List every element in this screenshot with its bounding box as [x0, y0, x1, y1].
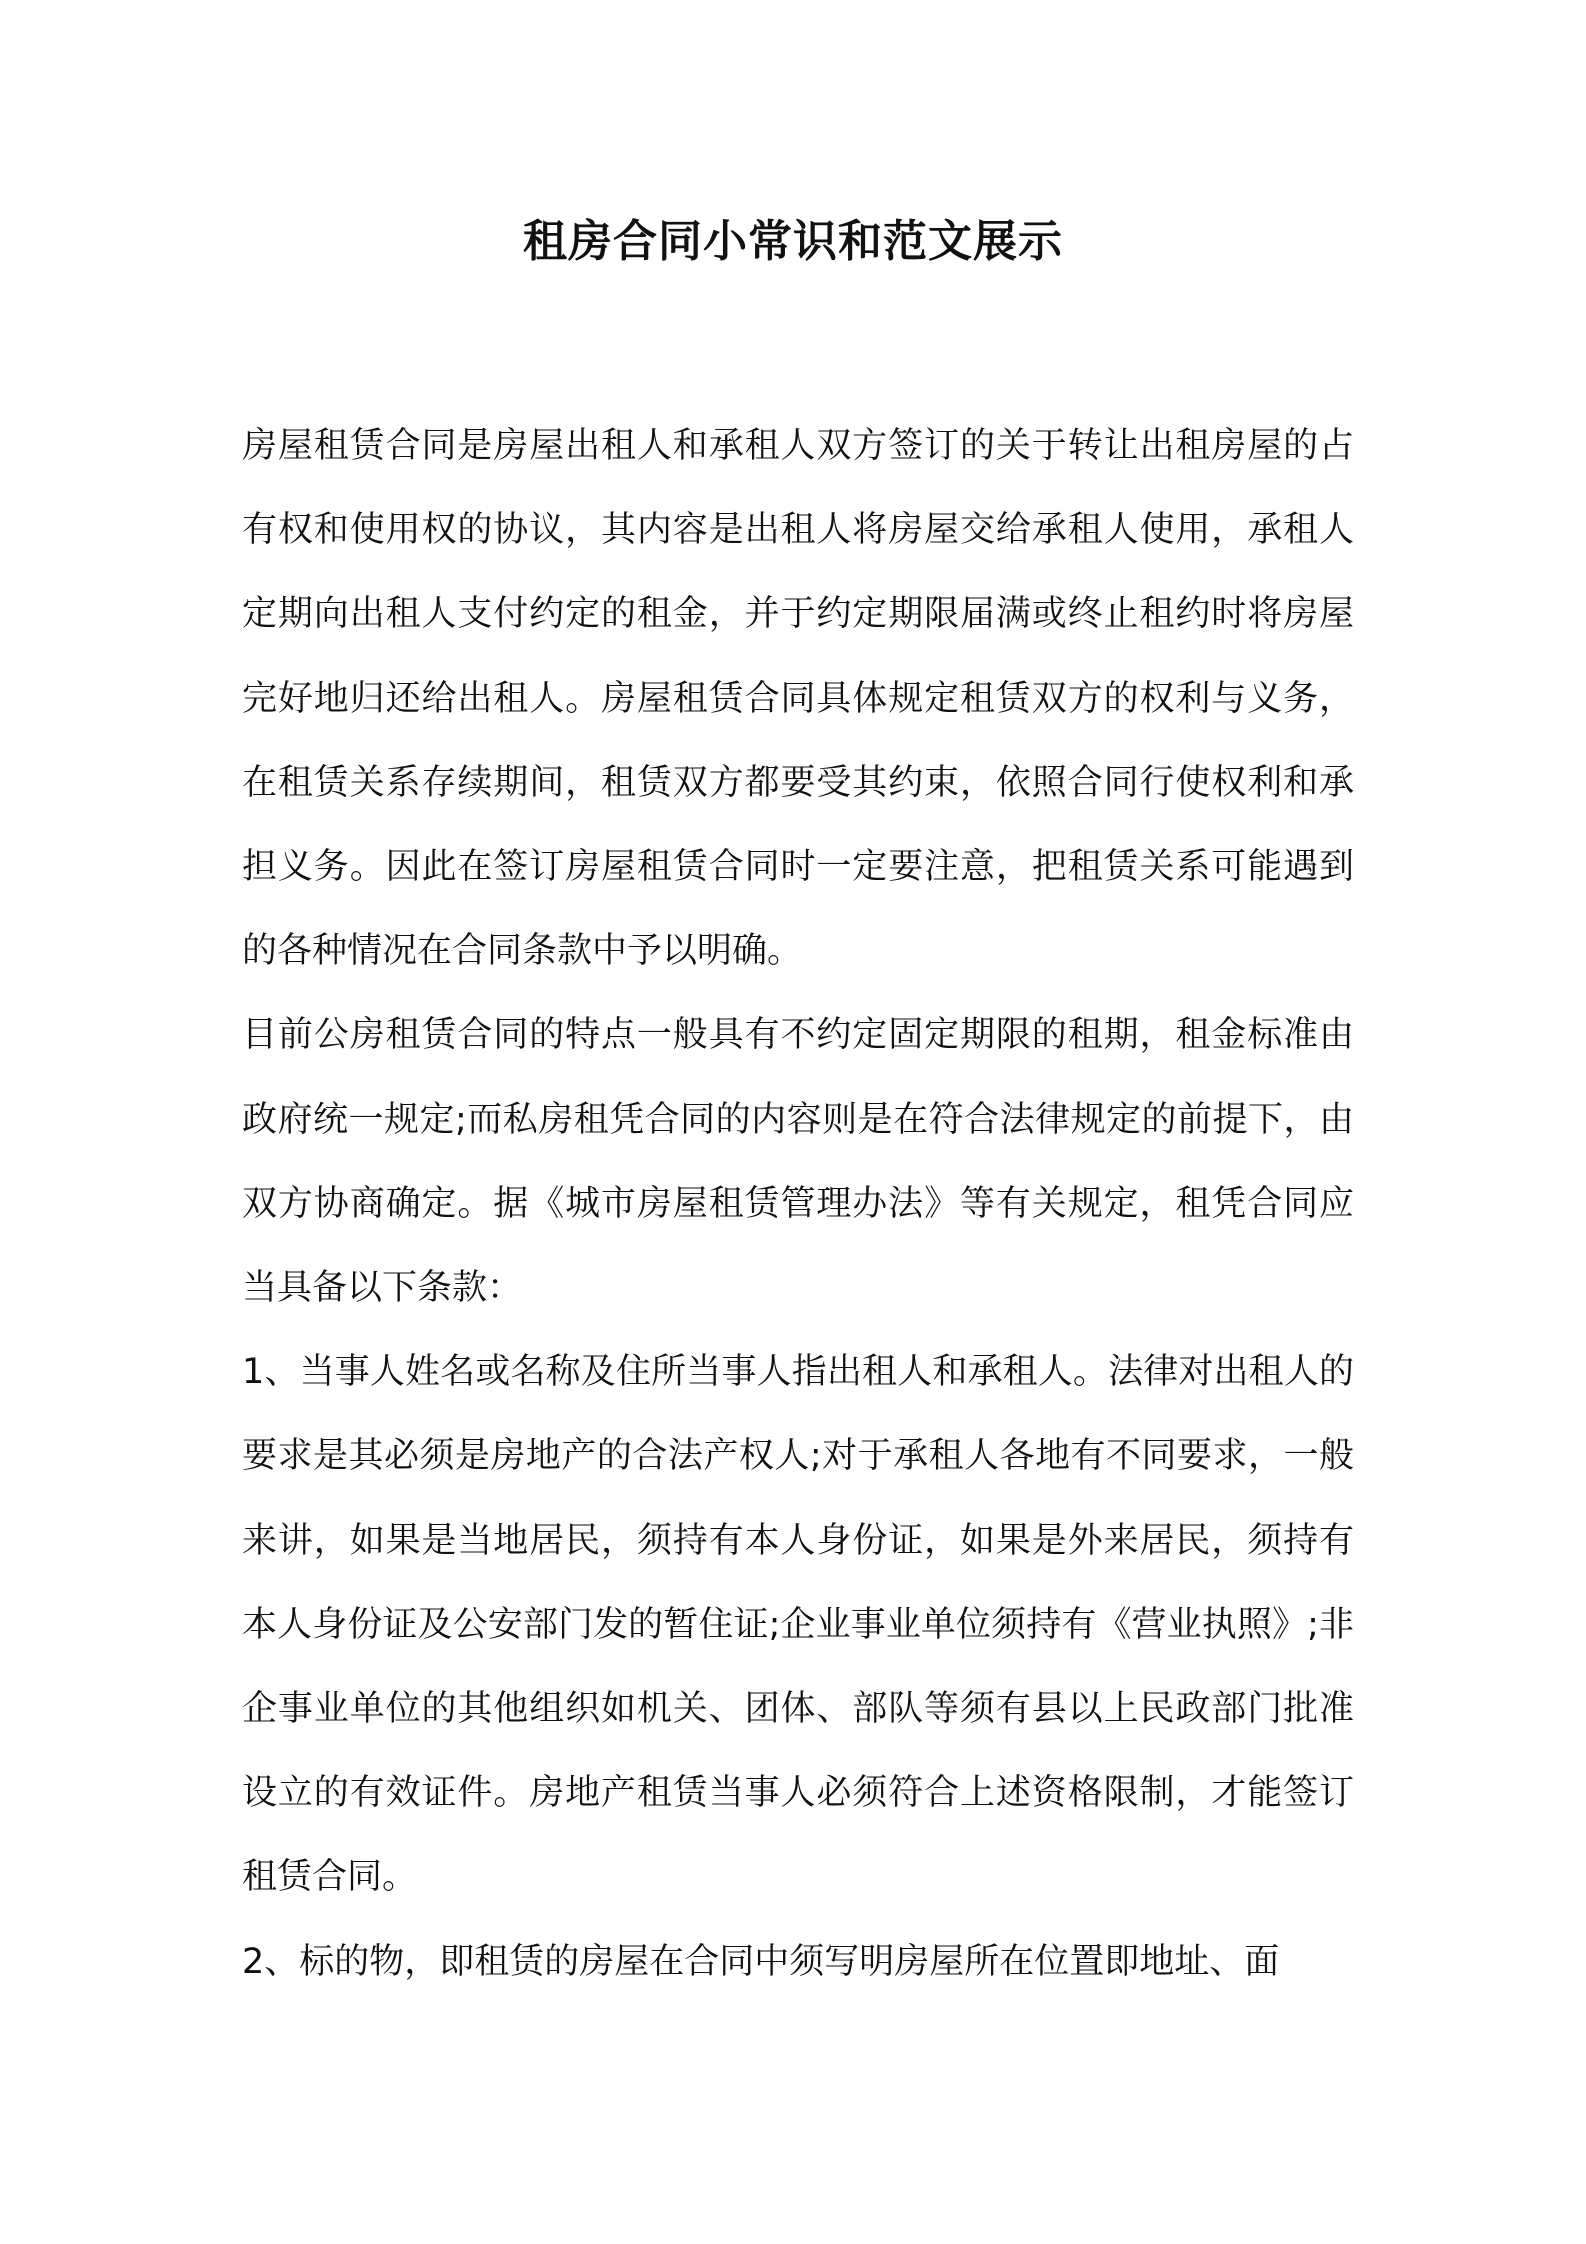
paragraph-lease-features: 目前公房租赁合同的特点一般具有不约定固定期限的租期，租金标准由政府统一规定;而私房租凭合同的内容则是在符合法律规定的前提下，由双方协商确定。据《城市房屋租赁管理办法》等有关规定，租凭合同应当具备以下条款： [242, 1015, 1354, 1309]
paragraph-clause-1: 1、当事人姓名或名称及住所当事人指出租人和承租人。法律对出租人的要求是其必须是房地产的合法产权人;对于承租人各地有不同要求，一般来讲，如果是当地居民，须持有本人身份证，如果是外来居民，须持有本人身份证及公安部门发的暂住证;企业事业单位须持有《营业执照》;非企事业单位的其他组织如机关、团体、部队等须有县以上民政部门批准设立的有效证件。房地产租赁当事人必须符合上述资格限制，才能签订租赁合同。 [242, 1352, 1354, 1898]
document-title: 租房合同小常识和范文展示 [523, 216, 1063, 267]
paragraph-clause-2: 2、标的物，即租赁的房屋在合同中须写明房屋所在位置即地址、面 [242, 1941, 1280, 1982]
document-body [242, 404, 1354, 2004]
paragraph-intro: 房屋租赁合同是房屋出租人和承租人双方签订的关于转让出租房屋的占有权和使用权的协议，其内容是出租人将房屋交给承租人使用，承租人定期向出租人支付约定的租金，并于约定期限届满或终止租约时将房屋完好地归还给出租人。房屋租赁合同具体规定租赁双方的权利与义务，在租赁关系存续期间，租赁双方都要受其约束，依照合同行使权利和承担义务。因此在签订房屋租赁合同时一定要注意，把租赁关系可能遇到的各种情况在合同条款中予以明确。 [242, 426, 1354, 972]
